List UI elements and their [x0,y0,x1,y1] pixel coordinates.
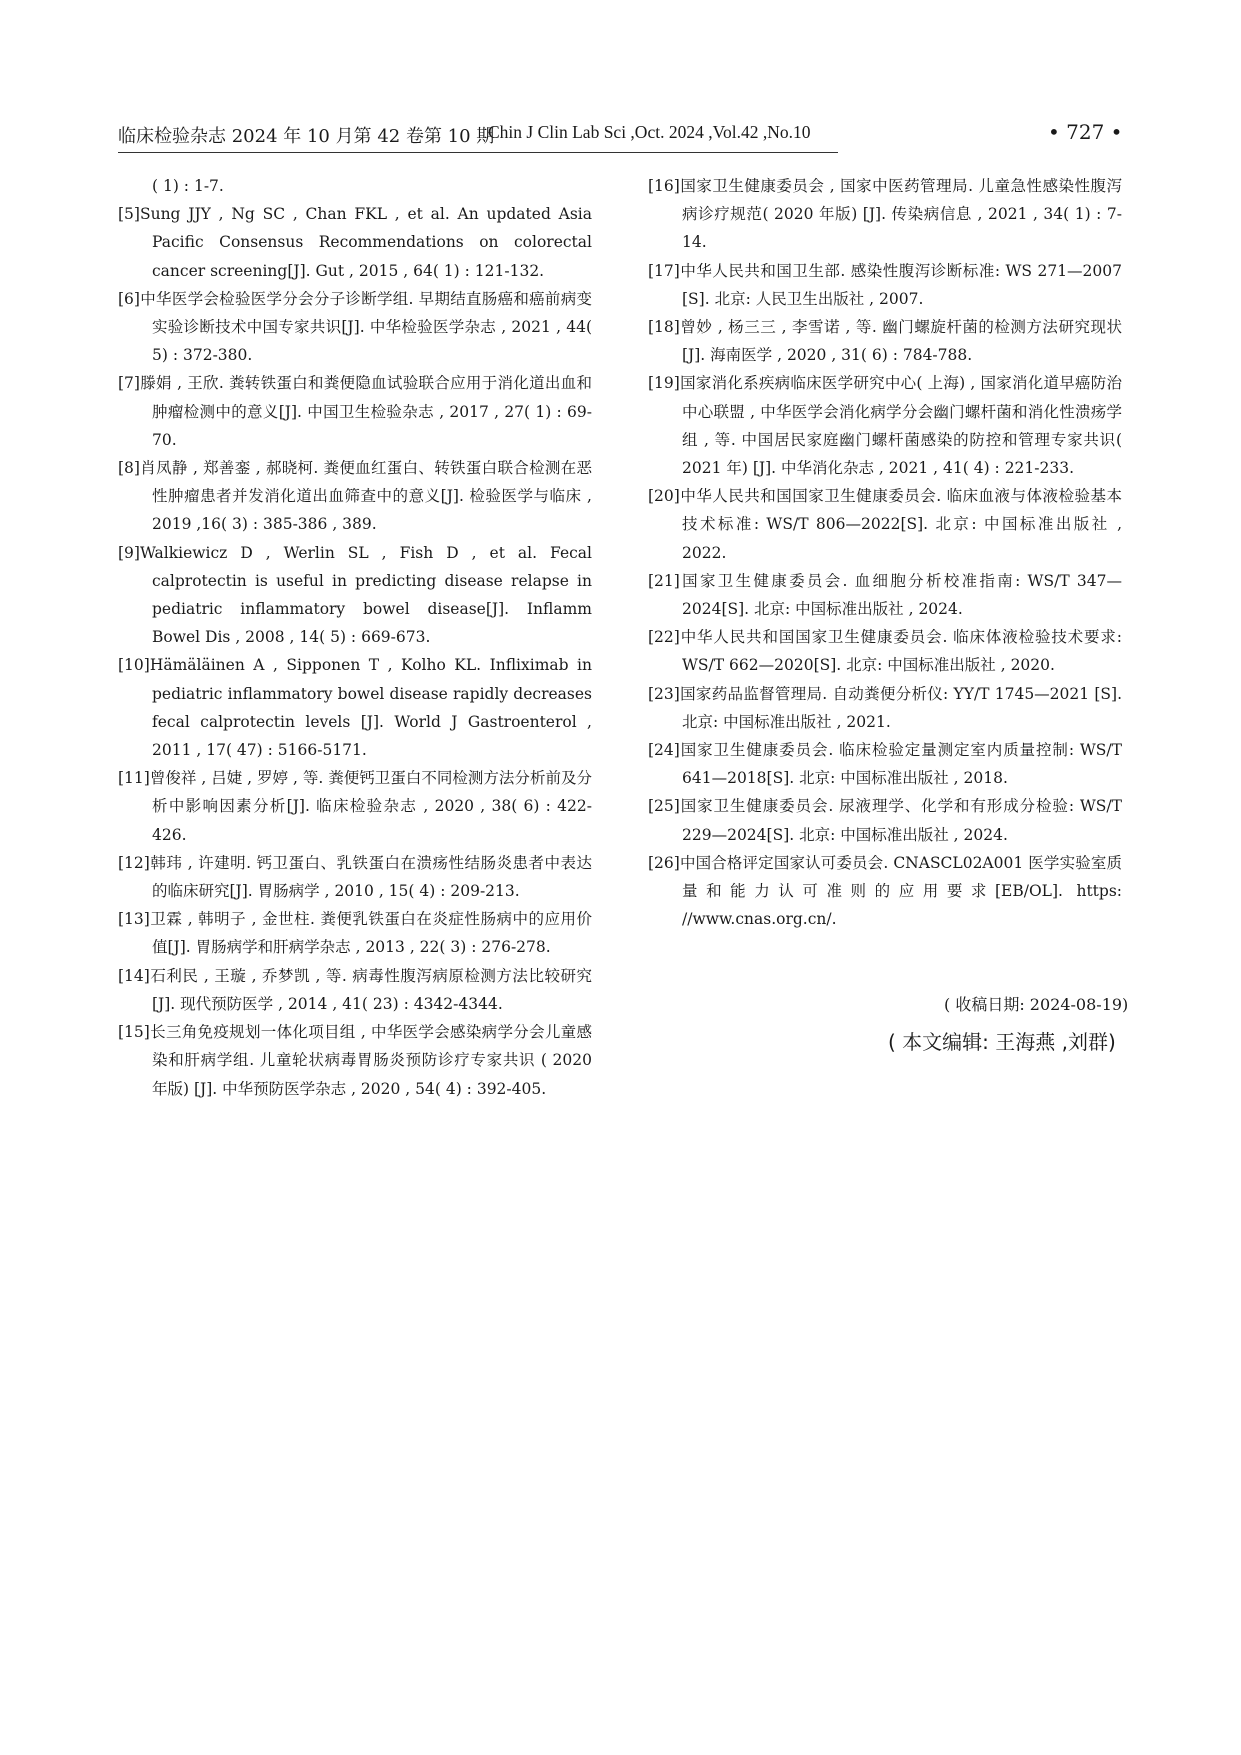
reference-12: [12]韩玮 , 许建明. 钙卫蛋白、乳铁蛋白在溃疡性结肠炎患者中表达的临床研究[J]. 胃肠病学 , 2010 , 15( 4) : 209-213. [118,853,592,901]
reference-6: [6]中华医学会检验医学分会分子诊断学组. 早期结直肠癌和癌前病变实验诊断技术中国专家共识[J]. 中华检验医学杂志 , 2021 , 44( 5) : 372-380. [118,289,592,365]
reference-18: [18]曾妙 , 杨三三 , 李雪诺 , 等. 幽门螺旋杆菌的检测方法研究现状[J]. 海南医学 , 2020 , 31( 6) : 784-788. [648,318,1122,365]
reference-9: [9]Walkiewicz D , Werlin SL , Fish D , et al. Fecal calprotectin is useful in predicting disease relapse in pediatric inflammatory bowel disease[J]. Inflamm Bowel Dis , 2008 , 14( 5) : 669-673. [118,543,592,647]
references-left-column [118,172,592,1103]
reference-8: [8]肖凤静 , 郑善銮 , 郝晓柯. 粪便血红蛋白、转铁蛋白联合检测在恶性肿瘤患者并发消化道出血筛查中的意义[J]. 检验医学与临床 , 2019 ,16( 3) : 385-386 , 389. [118,459,592,534]
reference-5: [5]Sung JJY , Ng SC , Chan FKL , et al. An updated Asia Pacific Consensus Recommendations on colorectal cancer screening[J]. Gut , 2015 , 64( 1) : 121-132. [118,205,592,280]
reference-continuation: ( 1) : 1-7. [152,177,224,195]
reference-14: [14]石利民 , 王璇 , 乔梦凯 , 等. 病毒性腹泻病原检测方法比较研究[J]. 现代预防医学 , 2014 , 41( 23) : 4342-4344. [118,966,592,1013]
reference-22: [22]中华人民共和国国家卫生健康委员会. 临床体液检验技术要求: WS/T 662—2020[S]. 北京: 中国标准出版社 , 2020. [648,628,1122,675]
running-header [118,118,838,153]
reference-13: [13]卫霖 , 韩明子 , 金世柱. 粪便乳铁蛋白在炎症性肠病中的应用价值[J]. 胃肠病学和肝病学杂志 , 2013 , 22( 3) : 276-278. [118,910,592,957]
reference-25: [25]国家卫生健康委员会. 尿液理学、化学和有形成分检验: WS/T 229—2024[S]. 北京: 中国标准出版社 , 2024. [648,797,1122,844]
reference-20: [20]中华人民共和国国家卫生健康委员会. 临床血液与体液检验基本技术标准: WS/T 806—2022[S]. 北京: 中国标准出版社 , 2022. [648,487,1122,562]
page-number: • 727 • [1048,120,1123,144]
reference-23: [23]国家药品监督管理局. 自动粪便分析仪: YY/T 1745—2021 [S]. 北京: 中国标准出版社 , 2021. [648,684,1122,731]
reference-7: [7]滕娟 , 王欣. 粪转铁蛋白和粪便隐血试验联合应用于消化道出血和肿瘤检测中的意义[J]. 中国卫生检验杂志 , 2017 , 27( 1) : 69-70. [118,374,592,449]
reference-15: [15]长三角免疫规划一体化项目组 , 中华医学会感染病学分会儿童感染和肝病学组. 儿童轮状病毒胃肠炎预防诊疗专家共识 ( 2020 年版) [J]. 中华预防医学杂志 , 2020 , 54( 4) : 392-405. [118,1023,592,1098]
reference-16: [16]国家卫生健康委员会 , 国家中医药管理局. 儿童急性感染性腹泻病诊疗规范( 2020 年版) [J]. 传染病信息 , 2021 , 34( 1) : 7-14. [648,177,1122,252]
references-right-column [648,172,1122,933]
reference-11: [11]曾俊祥 , 吕婕 , 罗婷 , 等. 粪便钙卫蛋白不同检测方法分析前及分析中影响因素分析[J]. 临床检验杂志 , 2020 , 38( 6) : 422-426. [118,769,592,844]
reference-10: [10]Hämäläinen A , Sipponen T , Kolho KL. Infliximab in pediatric inflammatory bowel disease rapidly decreases fecal calprotectin levels [J]. World J Gastroenterol , 2011 , 17( 47) : 5166-5171. [118,656,592,760]
journal-title-en: Chin J Clin Lab Sci ,Oct. 2024 ,Vol.42 ,No.10 [488,122,811,142]
journal-title-cn: 临床检验杂志 2024 年 10 月第 42 卷第 10 期 [118,126,495,147]
reference-24: [24]国家卫生健康委员会. 临床检验定量测定室内质量控制: WS/T 641—2018[S]. 北京: 中国标准出版社 , 2018. [648,741,1122,788]
reference-21: [21]国家卫生健康委员会. 血细胞分析校准指南: WS/T 347—2024[S]. 北京: 中国标准出版社 , 2024. [648,571,1122,619]
editor-note: ( 本文编辑: 王海燕 ,刘群) [888,1030,1116,1054]
reference-19: [19]国家消化系疾病临床医学研究中心( 上海) , 国家消化道早癌防治中心联盟 , 中华医学会消化病学分会幽门螺杆菌和消化性溃疡学组 , 等. 中国居民家庭幽门螺杆菌感染的防控和管理专家共识( 2021 年) [J]. 中华消化杂志 , 2021 , 41( 4) : 221-233. [648,374,1122,478]
reference-17: [17]中华人民共和国卫生部. 感染性腹泻诊断标准: WS 271—2007 [S]. 北京: 人民卫生出版社 , 2007. [648,261,1122,308]
reference-26: [26]中国合格评定国家认可委员会. CNASCL02A001 医学实验室质量和能力认可准则的应用要求[EB/OL]. https: //www.cnas.org.cn/. [648,853,1122,929]
received-date: ( 收稿日期: 2024-08-19) [944,995,1129,1014]
